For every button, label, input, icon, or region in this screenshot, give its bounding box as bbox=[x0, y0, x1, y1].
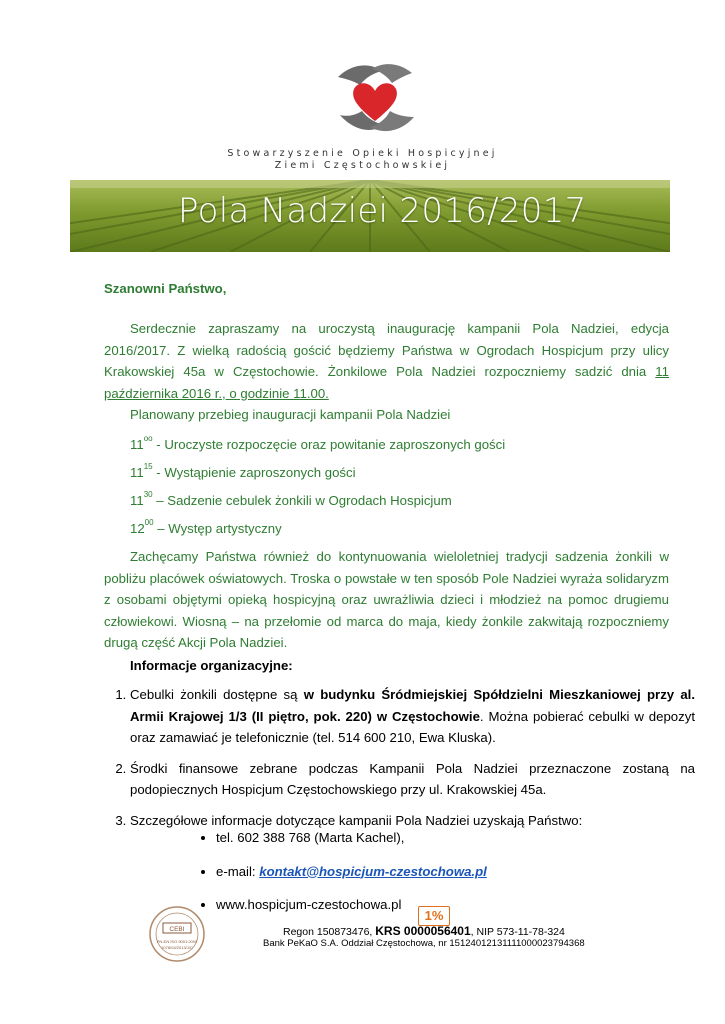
intro-paragraph bbox=[104, 318, 669, 404]
regon: Regon 150873476, bbox=[283, 926, 376, 938]
org-name-line1: Stowarzyszenie Opieki Hospicyjnej bbox=[227, 148, 498, 159]
info-item-3: 3. Szczegółowe informacje dotyczące kampanii Pola Nadziei uzyskają Państwo: bbox=[130, 810, 695, 832]
email-link[interactable]: kontakt@hospicjum-czestochowa.pl bbox=[259, 863, 487, 879]
info-list bbox=[104, 684, 695, 840]
svg-text:CEBI: CEBI bbox=[169, 926, 185, 933]
info-item-1-location: w budynku Śródmiejskiej Spółdzielni Mieszkaniowej przy al. Armii Krajowej 1/3 (II piętro, pok. 220) w Częstochowie bbox=[130, 687, 695, 724]
intro-date: 11 października 2016 r., o godzinie 11.00. bbox=[104, 364, 669, 401]
banner-title: Pola Nadziei 2016/2017 bbox=[178, 191, 587, 231]
hands-heart-logo-icon bbox=[330, 55, 420, 140]
contact-phone: • tel. 602 388 768 (Marta Kachel), bbox=[216, 827, 487, 849]
info-item-1-text-end: . Można pobierać cebulki w depozyt oraz zamawiać je telefonicznie (tel. 514 600 210, Ewa Kluska). bbox=[130, 708, 695, 745]
greeting: Szanowni Państwo, bbox=[104, 281, 227, 296]
schedule-minutes: 15 bbox=[143, 462, 153, 471]
schedule-minutes: 00 bbox=[144, 518, 154, 527]
info-item-1-text: Cebulki żonkili dostępne są bbox=[130, 687, 304, 702]
info-title: Informacje organizacyjne: bbox=[130, 658, 293, 673]
schedule-item bbox=[130, 462, 670, 484]
field-banner bbox=[70, 180, 670, 252]
schedule-text: - Uroczyste rozpoczęcie oraz powitanie zaproszonych gości bbox=[152, 437, 506, 452]
footer-registration bbox=[283, 924, 565, 938]
cert-line-1: PN-EN ISO 9001:2009 bbox=[156, 939, 198, 944]
schedule-hour: 12 bbox=[130, 521, 145, 536]
org-name-line2: Ziemi Częstochowskiej bbox=[274, 160, 451, 171]
schedule-text: – Sadzenie cebulek żonkili w Ogrodach Hospicjum bbox=[152, 493, 452, 508]
schedule-text: – Występ artystyczny bbox=[153, 521, 282, 536]
one-percent-badge: 1% bbox=[418, 906, 450, 926]
encouragement-paragraph: Zachęcamy Państwa również do kontynuowania wieloletniej tradycji sadzenia żonkili w pobliżu placówek oświatowych. Troska o powstałe w ten sposób Pole Nadziei wyraża solidaryzm z osobami objętymi opieką hospicyjną oraz uwrażliwia dzieci i młodzież na pomoc drugiemu człowiekowi. Wiosną – na przełomie od marca do maja, kiedy żonkile zakwitają rozpoczniemy drugą część Akcji Pola Nadziei. bbox=[104, 549, 669, 650]
schedule-item bbox=[130, 490, 670, 512]
schedule-item bbox=[130, 518, 670, 540]
schedule-minutes: 30 bbox=[143, 490, 153, 499]
email-label: e-mail: bbox=[216, 863, 260, 879]
schedule-hour: 11 bbox=[130, 437, 144, 452]
nip: , NIP 573-11-78-324 bbox=[470, 926, 565, 938]
info-item-2: 2. Środki finansowe zebrane podczas Kampanii Pola Nadziei przeznaczone zostaną na podopiecznych Hospicjum Częstochowskiego przy ul. Krakowskiej 45a. bbox=[130, 758, 695, 801]
schedule-text: - Wystąpienie zaproszonych gości bbox=[152, 465, 356, 480]
info-item-1 bbox=[130, 684, 695, 749]
intro-text: Serdecznie zapraszamy na uroczystą inaugurację kampanii Pola Nadziei, edycja 2016/2017. Z wielką radością gościć będziemy Państwa w Ogrodach Hospicjum przy ulicy Krakowskiej 45a w Częstochowie. Żonkilowe Pola Nadziei rozpoczniemy sadzić dnia bbox=[104, 321, 669, 379]
footer-bank: Bank PeKaO S.A. Oddział Częstochowa, nr 15124012131111000023794368 bbox=[263, 938, 585, 949]
schedule-hour: 11 bbox=[130, 465, 144, 480]
certification-stamp-icon bbox=[148, 905, 206, 963]
contact-email bbox=[216, 861, 487, 883]
schedule-minutes: oo bbox=[143, 434, 153, 443]
krs: KRS 0000056401 bbox=[375, 924, 471, 938]
schedule-hour: 11 bbox=[130, 493, 144, 508]
cert-line-2: 1078/04/2013/J/C bbox=[161, 945, 193, 950]
contact-website[interactable]: • www.hospicjum-czestochowa.pl bbox=[216, 894, 487, 916]
schedule-item bbox=[130, 434, 670, 456]
schedule-title: Planowany przebieg inauguracji kampanii Pola Nadziei bbox=[130, 407, 451, 422]
